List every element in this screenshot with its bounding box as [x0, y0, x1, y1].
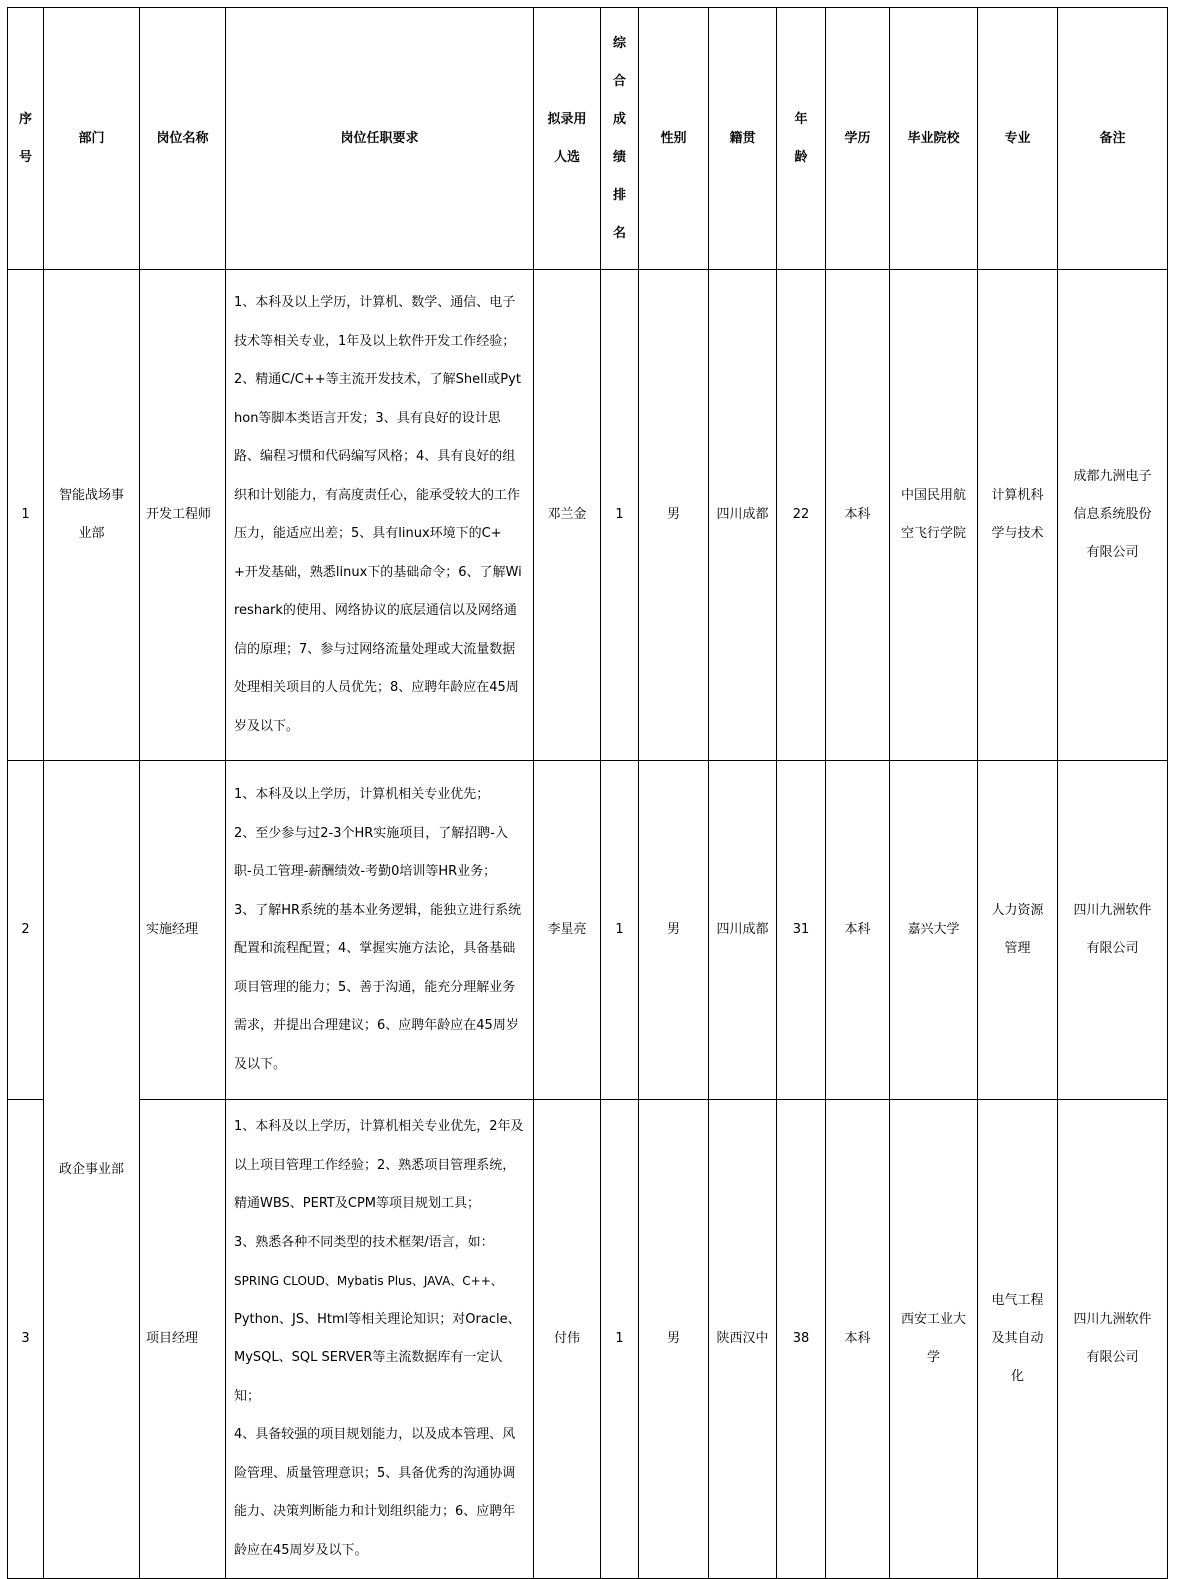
requirement-line: 1、本科及以上学历，计算机相关专业优先； [234, 787, 490, 802]
cell-origin: 四川成都 [709, 270, 777, 761]
requirement-line: 3、了解HR系统的基本业务逻辑，能独立进行系统配置和流程配置；4、掌握实施方法论，具备基础项目管理的能力；5、善于沟通，能充分理解业务需求，并提出合理建议；6、应聘年龄应在45周岁及以下。 [234, 902, 522, 1072]
cell-requirements [226, 761, 534, 1100]
header-department: 部门 [44, 8, 140, 270]
requirement-line: Python、JS、Html等相关理论知识；对Oracle、MySQL、SQL SERVER等主流数据库有一定认知； [234, 1311, 521, 1404]
header-origin: 籍贯 [709, 8, 777, 270]
cell-rank: 1 [601, 1100, 639, 1579]
recruitment-table [7, 7, 1168, 1579]
cell-school: 中国民用航空飞行学院 [890, 270, 978, 761]
cell-remarks: 成都九洲电子信息系统股份有限公司 [1058, 270, 1168, 761]
header-gender: 性别 [639, 8, 709, 270]
cell-candidate: 付伟 [534, 1100, 601, 1579]
cell-age: 38 [777, 1100, 826, 1579]
header-rank: 综合成绩排名 [601, 8, 639, 270]
cell-gender: 男 [639, 270, 709, 761]
cell-seq: 2 [8, 761, 44, 1100]
header-position: 岗位名称 [140, 8, 226, 270]
cell-remarks: 四川九洲软件有限公司 [1058, 1100, 1168, 1579]
cell-department: 智能战场事业部 [44, 270, 140, 761]
table-row [8, 270, 1168, 761]
requirement-line: 1、本科及以上学历，计算机相关专业优先，2年及以上项目管理工作经验；2、熟悉项目管理系统，精通WBS、PERT及CPM等项目规划工具； [234, 1119, 524, 1211]
header-row [8, 8, 1168, 270]
header-age: 年龄 [777, 8, 826, 270]
cell-origin: 四川成都 [709, 761, 777, 1100]
cell-position: 实施经理 [140, 761, 226, 1100]
header-seq: 序号 [8, 8, 44, 270]
requirement-line: 4、具备较强的项目规划能力，以及成本管理、风险管理、质量管理意识；5、具备优秀的沟通协调能力、决策判断能力和计划组织能力；6、应聘年龄应在45周岁及以下。 [234, 1427, 516, 1558]
header-candidate: 拟录用人选 [534, 8, 601, 270]
requirement-line: 3、熟悉各种不同类型的技术框架/语言，如： [234, 1234, 494, 1250]
cell-candidate: 李星亮 [534, 761, 601, 1100]
header-major: 专业 [978, 8, 1058, 270]
cell-seq: 1 [8, 270, 44, 761]
table-row [8, 1100, 1168, 1579]
cell-gender: 男 [639, 1100, 709, 1579]
cell-education: 本科 [826, 761, 890, 1100]
cell-school: 西安工业大学 [890, 1100, 978, 1579]
cell-major: 电气工程及其自动化 [978, 1100, 1058, 1579]
cell-rank: 1 [601, 761, 639, 1100]
cell-requirements [226, 1100, 534, 1579]
header-requirements: 岗位任职要求 [226, 8, 534, 270]
cell-age: 22 [777, 270, 826, 761]
cell-department: 政企事业部 [44, 761, 140, 1579]
cell-major: 计算机科学与技术 [978, 270, 1058, 761]
cell-gender: 男 [639, 761, 709, 1100]
cell-school: 嘉兴大学 [890, 761, 978, 1100]
cell-education: 本科 [826, 1100, 890, 1579]
requirement-line: SPRING CLOUD、Mybatis Plus、JAVA、C++、 [234, 1274, 503, 1288]
header-education: 学历 [826, 8, 890, 270]
table-row [8, 761, 1168, 1100]
cell-major: 人力资源管理 [978, 761, 1058, 1100]
cell-age: 31 [777, 761, 826, 1100]
cell-education: 本科 [826, 270, 890, 761]
cell-position: 开发工程师 [140, 270, 226, 761]
cell-rank: 1 [601, 270, 639, 761]
requirement-line: 2、至少参与过2-3个HR实施项目，了解招聘-入职-员工管理-薪酬绩效-考勤0培训等HR业务； [234, 825, 509, 879]
cell-candidate: 邓兰金 [534, 270, 601, 761]
cell-position: 项目经理 [140, 1100, 226, 1579]
header-remarks: 备注 [1058, 8, 1168, 270]
cell-remarks: 四川九洲软件有限公司 [1058, 761, 1168, 1100]
cell-requirements: 1、本科及以上学历，计算机、数学、通信、电子技术等相关专业，1年及以上软件开发工作经验；2、精通C/C++等主流开发技术，了解Shell或Python等脚本类语言开发；3、具有良好的设计思路、编程习惯和代码编写风格；4、具有良好的组织和计划能力，有高度责任心，能承受较大的工作压力，能适应出差；5、具有linux环境下的C++开发基础，熟悉linux下的基础命令；6、了解Wireshark的使用、网络协议的底层通信以及网络通信的原理；7、参与过网络流量处理或大流量数据处理相关项目的人员优先；8、应聘年龄应在45周岁及以下。 [226, 270, 534, 761]
cell-origin: 陕西汉中 [709, 1100, 777, 1579]
header-school: 毕业院校 [890, 8, 978, 270]
cell-seq: 3 [8, 1100, 44, 1579]
